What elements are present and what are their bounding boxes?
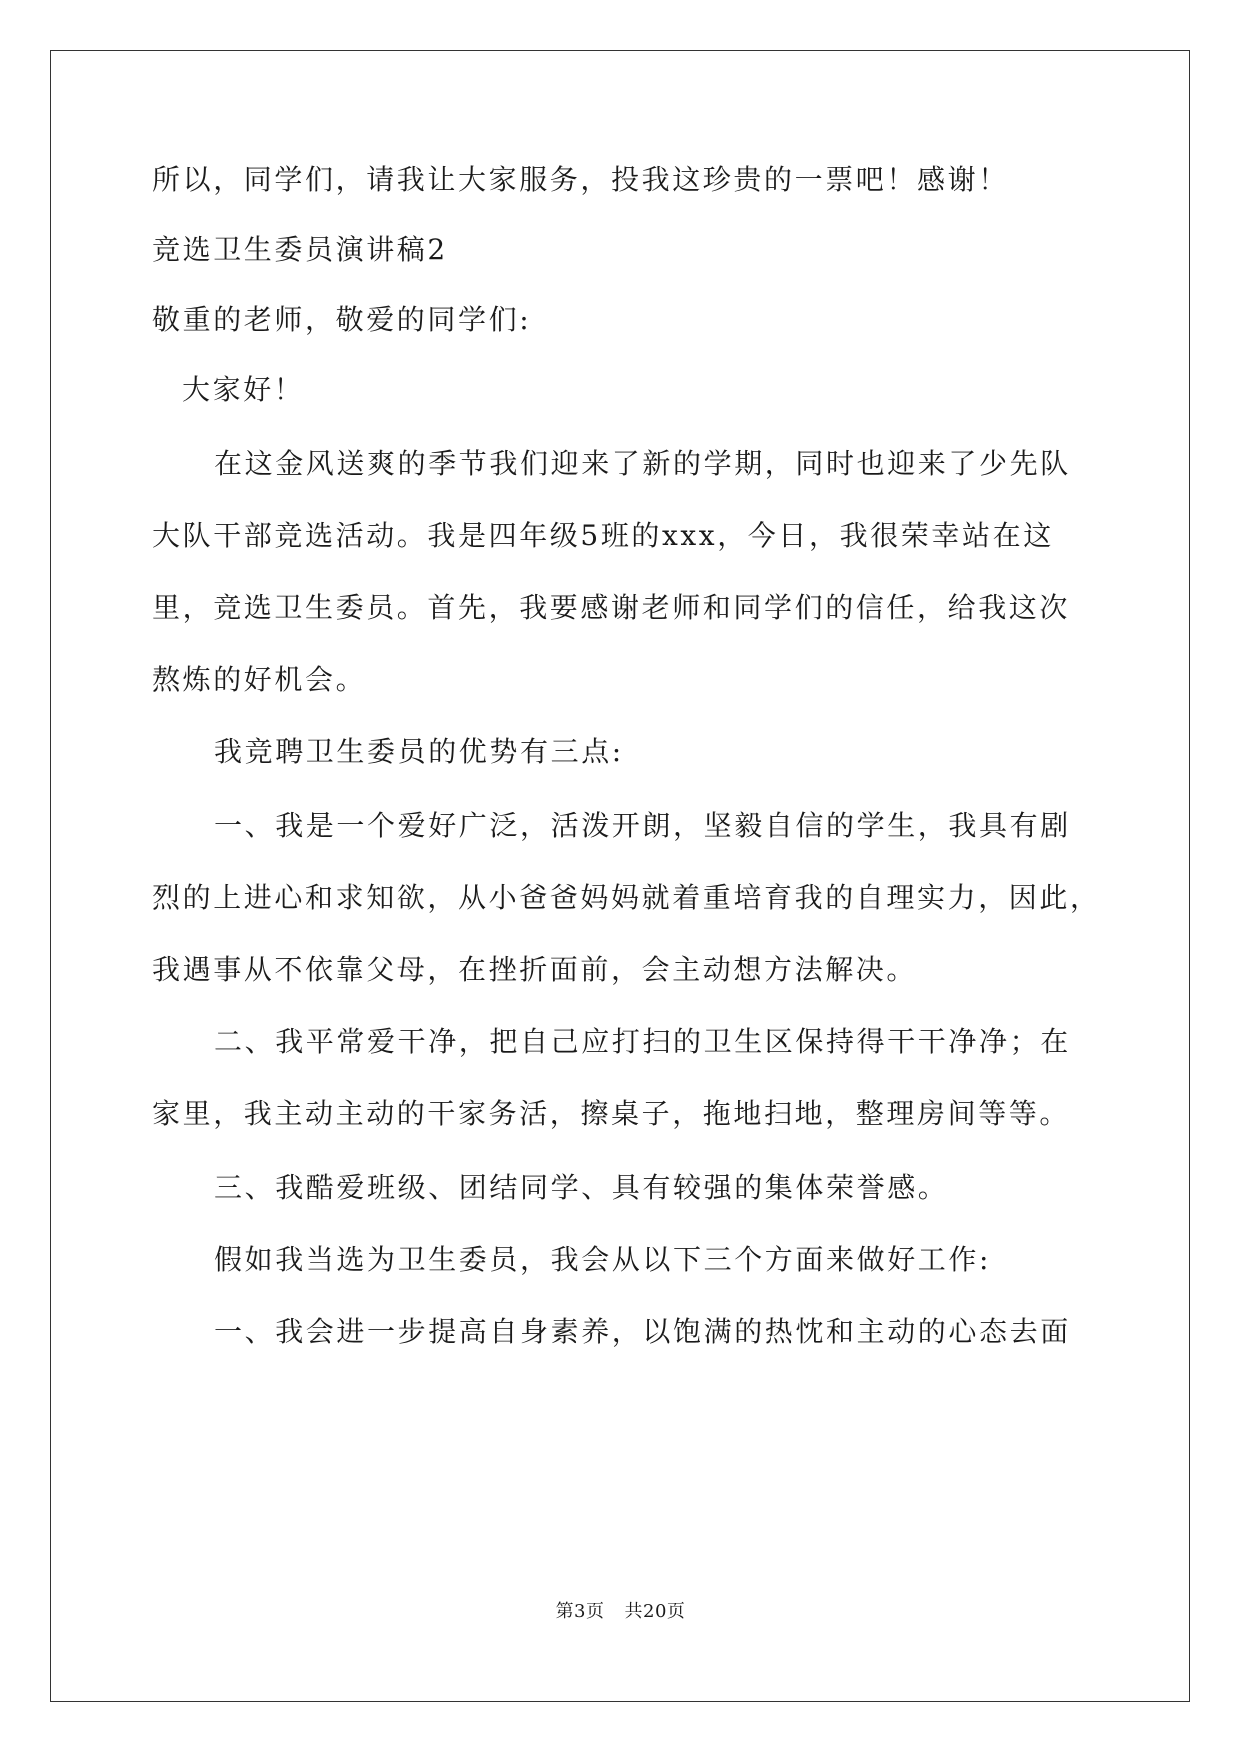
paragraph-line: 大队干部竞选活动。我是四年级5班的xxx，今日，我很荣幸站在这: [152, 519, 1054, 552]
section-title: 竞选卫生委员演讲稿2: [152, 233, 448, 266]
paragraph-line: 熬炼的好机会。: [152, 663, 367, 696]
greeting: 大家好！: [182, 373, 305, 406]
page-footer: [0, 1600, 1241, 1624]
paragraph-line: 所以，同学们，请我让大家服务，投我这珍贵的一票吧！感谢！: [152, 163, 1009, 196]
salutation: 敬重的老师，敬爱的同学们:: [152, 303, 532, 336]
page-number: 第3页: [555, 1601, 605, 1622]
paragraph-line: 二、我平常爱干净，把自己应打扫的卫生区保持得干干净净；在: [214, 1025, 1071, 1058]
paragraph-line: 三、我酷爱班级、团结同学、具有较强的集体荣誉感。: [214, 1171, 949, 1204]
paragraph-line: 在这金风送爽的季节我们迎来了新的学期，同时也迎来了少先队: [214, 447, 1071, 480]
paragraph-line: 里，竞选卫生委员。首先，我要感谢老师和同学们的信任，给我这次: [152, 591, 1071, 624]
paragraph-line: 我遇事从不依靠父母，在挫折面前，会主动想方法解决。: [152, 953, 918, 986]
paragraph-line: 一、我是一个爱好广泛，活泼开朗，坚毅自信的学生，我具有剧: [214, 809, 1071, 842]
page-frame: [50, 50, 1190, 1702]
page-total: 共20页: [624, 1601, 686, 1622]
paragraph-line: 假如我当选为卫生委员，我会从以下三个方面来做好工作:: [214, 1243, 992, 1276]
paragraph-line: 我竞聘卫生委员的优势有三点:: [214, 735, 624, 768]
paragraph-line: 一、我会进一步提高自身素养，以饱满的热忱和主动的心态去面: [214, 1315, 1071, 1348]
paragraph-line: 烈的上进心和求知欲，从小爸爸妈妈就着重培育我的自理实力，因此，: [152, 881, 1101, 914]
paragraph-line: 家里，我主动主动的干家务活，擦桌子，拖地扫地，整理房间等等。: [152, 1097, 1071, 1130]
